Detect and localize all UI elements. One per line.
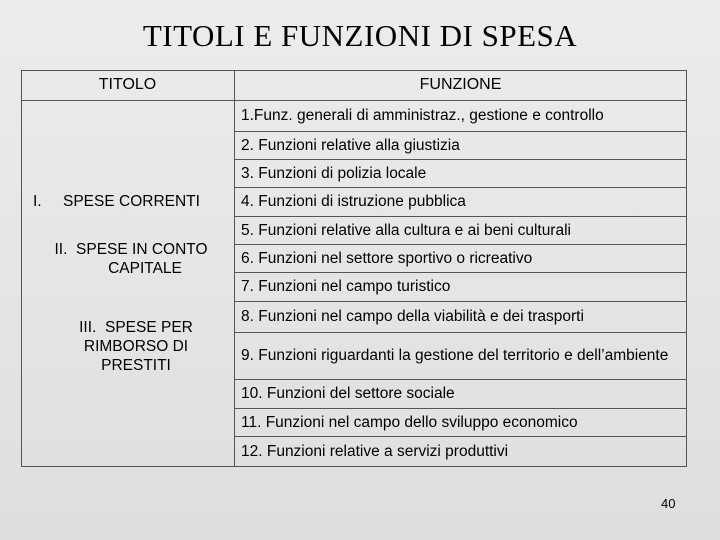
funzione-label: 1.Funz. generali di amministraz., gestione e controllo: [241, 107, 604, 124]
funzione-row-10: [234, 380, 687, 409]
titolo-label-line2: RIMBORSO DI: [83, 338, 189, 355]
titolo-number: III.: [79, 319, 97, 336]
funzione-row-6: [234, 245, 687, 273]
titolo-number: II.: [54, 241, 68, 258]
funzione-label: 4. Funzioni di istruzione pubblica: [241, 193, 466, 210]
funzione-label: 5. Funzioni relative alla cultura e ai beni culturali: [241, 221, 571, 239]
funzione-row-12: [234, 437, 687, 467]
funzione-row-1: [234, 101, 687, 132]
funzione-label: 11. Funzioni nel campo dello sviluppo economico: [241, 413, 578, 431]
funzione-row-7: [234, 273, 687, 302]
funzione-row-2: [234, 132, 687, 160]
funzione-label: 10. Funzioni del settore sociale: [241, 385, 455, 402]
funzione-row-8: [234, 302, 687, 333]
header-titolo: TITOLO: [98, 76, 157, 93]
funzione-label: 8. Funzioni nel campo della viabilità e dei trasporti: [241, 308, 584, 325]
titolo-label-line3: PRESTITI: [101, 357, 171, 374]
funzione-row-5: [234, 217, 687, 245]
titolo-label: SPESE IN CONTO: [76, 241, 208, 258]
slide-title: TITOLI E FUNZIONI DI SPESA: [142, 18, 578, 53]
funzione-label: 7. Funzioni nel campo turistico: [241, 278, 451, 295]
funzione-label: 12. Funzioni relative a servizi produttivi: [241, 443, 509, 460]
titolo-spese-per-rimborso-di-prestiti: [36, 318, 236, 375]
titolo-label-line2: CAPITALE: [108, 260, 182, 277]
titolo-spese-correnti: [33, 192, 233, 211]
funzione-row-9: [234, 333, 687, 380]
funzione-label: 6. Funzioni nel settore sportivo o ricreativo: [241, 249, 533, 267]
funzione-label: 2. Funzioni relative alla giustizia: [241, 136, 460, 154]
funzione-row-11: [234, 409, 687, 437]
header-funzione: FUNZIONE: [419, 76, 502, 93]
funzione-row-3: [234, 160, 687, 188]
page-number: 40: [661, 496, 676, 511]
funzione-label: 9. Funzioni riguardanti la gestione del territorio e dell’ambiente: [241, 347, 669, 364]
titolo-number: I.: [33, 193, 42, 210]
titolo-spese-in-conto-capitale: [36, 240, 226, 278]
titolo-label: SPESE CORRENTI: [63, 193, 200, 210]
funzione-row-4: [234, 188, 687, 217]
titolo-label: SPESE PER: [104, 319, 193, 336]
funzione-label: 3. Funzioni di polizia locale: [241, 164, 427, 182]
